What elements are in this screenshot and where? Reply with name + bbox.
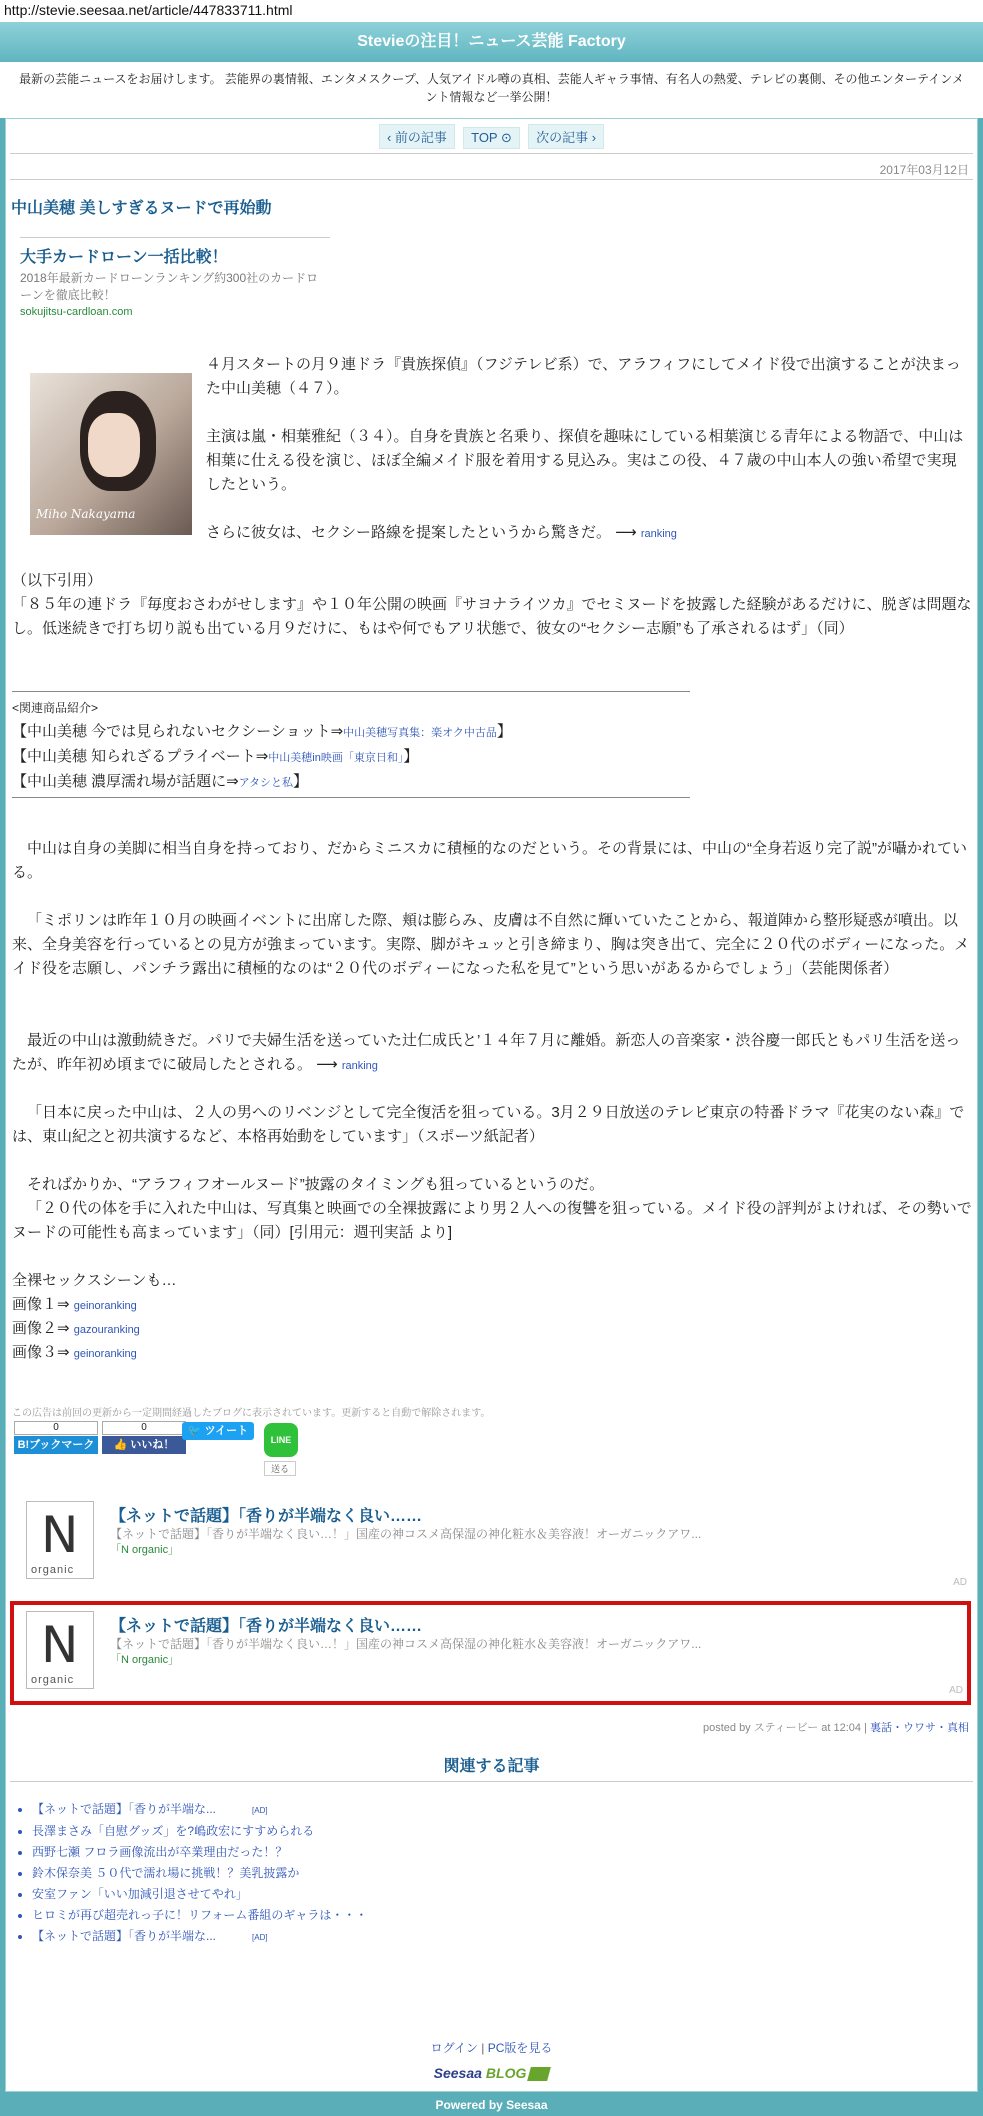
related-articles-list — [18, 1799, 367, 1948]
native-ad-title[interactable]: 【ネットで話題】「香りが半端なく良い…… — [110, 1618, 423, 1635]
divider — [10, 179, 973, 180]
related-article-item[interactable]: • 長澤まさみ「自慰グッズ」を?嶋政宏にすすめられる — [32, 1821, 367, 1842]
paragraph-8: そればかりか、“アラフィフオールヌード”披露のタイミングも狙っているというのだ。 — [27, 1176, 605, 1193]
hatena-share[interactable] — [14, 1421, 98, 1454]
paragraph-5: 「ミポリンは昨年１０月の映画イベントに出席した際、頬は膨らみ、皮膚は不自然に輝いていたことから、報道陣から整形疑惑が噴出。以来、全身美容を行っているとの見方が強まっています。実際、脚がキュッと引き締まり、胸は突き出て、完全に２０代のボディーになった。メイド役を志願し、パンチラ露出に積極的なのは“２０代のボディーになった私を見て”という思いがあるからでしょう」（芸能関係者） — [12, 912, 970, 977]
related-articles-heading: 関連する記事 — [443, 1758, 540, 1775]
ad-url[interactable]: sokujitsu-cardloan.com — [20, 306, 133, 318]
related-article-item[interactable]: • 【ネットで話題】「香りが半端な... [AD] — [32, 1799, 367, 1821]
twitter-bird-icon: 🐦 — [187, 1425, 205, 1437]
image-link[interactable]: gazouranking — [73, 1324, 140, 1336]
paragraph-4: 中山は自身の美脚に相当自身を持っており、だからミニスカに積極的なのだという。その背景には、中山の“全身若返り完了説”が囁かれている。 — [12, 840, 967, 881]
next-article-button[interactable]: 次の記事 › — [528, 124, 604, 149]
thumbs-up-icon: 👍 — [113, 1439, 131, 1451]
text-ad[interactable] — [20, 237, 330, 318]
article-title[interactable]: 中山美穂 美しすぎるヌードで再始動 — [11, 200, 272, 217]
ranking-link[interactable]: ranking — [341, 1060, 378, 1072]
native-ad-title[interactable]: 【ネットで話題】「香りが半端なく良い…… — [110, 1508, 423, 1525]
logo-word: organic — [31, 1564, 75, 1576]
image-link[interactable]: geinoranking — [73, 1348, 137, 1360]
line-send-button[interactable]: 送る — [264, 1461, 296, 1476]
paragraph-9: 「２０代の体を手に入れた中山は、写真集と映画での全裸披露により男２人への復讐を狙っている。メイド役の評判がよければ、その勢いでヌードの可能性も高まっています」（同）[引用元：週刊実話 より] — [12, 1200, 972, 1241]
line-icon[interactable]: LINE — [264, 1423, 298, 1457]
login-link[interactable]: ログイン — [430, 2041, 478, 2055]
related-article-item[interactable]: • 西野七瀬 フロラ画像流出が卒業理由だった！？ — [32, 1842, 367, 1863]
related-article-item[interactable]: • 【ネットで話題】「香りが半端な... [AD] — [32, 1926, 367, 1948]
paragraph-3: さらに彼女は、セクシー路線を提案したというから驚きだ。 ⟶ ranking — [206, 524, 677, 541]
logo-letter: N — [41, 1616, 79, 1674]
divider — [10, 1781, 973, 1782]
prev-article-button[interactable]: ‹ 前の記事 — [379, 124, 455, 149]
category-link[interactable]: 裏話・ウワサ・真相 — [870, 1722, 969, 1734]
photo-signature: Miho Nakayama — [36, 507, 136, 521]
hatena-count: 0 — [14, 1421, 98, 1435]
tweet-button[interactable]: 🐦 ツイート — [182, 1422, 254, 1440]
paragraph-2: 主演は嵐・相葉雅紀（３４）。自身を貴族と名乗り、探偵を趣味にしている相葉演じる青年による物語で、中山は相葉に仕える役を演じ、ほぼ全編メイド服を着用する見込み。実はこの役、４７歳の中山本人の強い希望で実現したという。 — [206, 428, 964, 493]
native-ad-description: 【ネットで話題】「香りが半端なく良い…！」国産の神コスメ高保湿の神化粧水＆美容液！オーガニックアワ... — [110, 1527, 702, 1541]
ad-tag: AD — [953, 1577, 967, 1588]
hatena-bookmark-button[interactable]: B!ブックマーク — [14, 1436, 98, 1454]
native-ad-source[interactable]: 「N organic」 — [110, 1654, 180, 1666]
ad-notice: この広告は前回の更新から一定期間経過したブログに表示されています。更新すると自動で解除されます。 — [12, 1408, 491, 1419]
ad-tag: AD — [949, 1685, 963, 1696]
face-shape — [88, 413, 140, 477]
related-product-link[interactable]: 中山美穂写真集：楽オク中古品 — [343, 727, 497, 739]
facebook-count: 0 — [102, 1421, 186, 1435]
ranking-link[interactable]: ranking — [640, 528, 677, 540]
post-date: 2017年03月12日 — [879, 163, 969, 177]
related-product-link[interactable]: 中山美穂in映画「東京日和」 — [268, 752, 404, 764]
address-bar[interactable]: http://stevie.seesaa.net/article/447833711.html — [0, 0, 983, 22]
related-article-item[interactable]: • ヒロミが再び超売れっ子に！リフォーム番組のギャラは・・・ — [32, 1905, 367, 1926]
paragraph-1: ４月スタートの月９連ドラ『貴族探偵』（フジテレビ系）で、アラフィフにしてメイド役で出演することが決まった中山美穂（４７）。 — [206, 356, 961, 397]
book-icon — [527, 2067, 551, 2081]
related-product-item: 【中山美穂 今では見られないセクシーショット⇒中山美穂写真集：楽オク中古品】 — [12, 723, 512, 740]
image-link-row: 画像１⇒ geinoranking — [12, 1296, 137, 1313]
related-product-link[interactable]: アタシと私 — [238, 777, 293, 789]
facebook-like-button[interactable]: 👍 いいね！ — [102, 1436, 186, 1454]
facebook-share[interactable] — [102, 1421, 186, 1454]
top-button[interactable]: TOP ⊙ — [463, 127, 520, 149]
footer-links: ログイン | PC版を見る — [430, 2041, 553, 2055]
pc-version-link[interactable]: PC版を見る — [487, 2041, 553, 2055]
native-ad-highlighted[interactable] — [10, 1601, 971, 1705]
seesaa-blog-logo[interactable]: Seesaa BLOG — [6, 2065, 977, 2082]
image-link-row: 画像３⇒ geinoranking — [12, 1344, 137, 1361]
organic-logo — [26, 1611, 94, 1689]
ad-title[interactable]: 大手カードローン一括比較！ — [20, 249, 228, 266]
tweet-share[interactable] — [182, 1421, 254, 1440]
related-article-item[interactable]: • 安室ファン「いい加減引退させてやれ」 — [32, 1884, 367, 1905]
logo-word: organic — [31, 1674, 75, 1686]
native-ad[interactable] — [16, 1489, 971, 1589]
article-photo — [30, 373, 192, 535]
native-ad-source[interactable]: 「N organic」 — [110, 1544, 180, 1556]
quote-intro: （以下引用） — [12, 572, 103, 589]
quote-paragraph: 「８５年の連ドラ『毎度おさわがせします』や１０年公開の映画『サヨナライツカ』でセミヌードを披露した経験があるだけに、脱ぎは問題なし。低迷続きで打ち切り説も出ている月９だけに、もはや何でもアリ状態で、彼女の“セクシー志願”も了承されるはず」（同） — [12, 596, 972, 637]
powered-by[interactable]: Powered by Seesaa — [0, 2094, 983, 2116]
divider — [10, 153, 973, 154]
native-ad-description: 【ネットで話題】「香りが半端なく良い…！」国産の神コスメ高保湿の神化粧水＆美容液！オーガニックアワ... — [110, 1637, 702, 1651]
related-article-item[interactable]: • 鈴木保奈美 ５０代で濡れ場に挑戦！？美乳披露か — [32, 1863, 367, 1884]
related-products — [12, 691, 690, 798]
organic-logo — [26, 1501, 94, 1579]
line-share[interactable] — [264, 1423, 298, 1476]
paragraph-7: 「日本に戻った中山は、２人の男へのリベンジとして完全復活を狙っている。3月２９日放送のテレビ東京の特番ドラマ『花実のない森』では、東山紀之と初共演するなど、本格再始動をしています」（スポーツ紙記者） — [12, 1104, 965, 1145]
image-link-row: 画像２⇒ gazouranking — [12, 1320, 140, 1337]
article-nav — [6, 124, 977, 149]
logo-letter: N — [41, 1506, 79, 1564]
site-title[interactable]: Stevieの注目！ニュース芸能 Factory — [0, 22, 983, 62]
article-card — [5, 118, 978, 2092]
site-description: 最新の芸能ニュースをお届けします。 芸能界の裏情報、エンタメスクープ、人気アイドル噂の真相、芸能人ギャラ事情、有名人の熱愛、テレビの裏側、その他エンターテインメント情報など一挙公開！ — [0, 62, 983, 118]
related-product-item: 【中山美穂 知られざるプライベート⇒中山美穂in映画「東京日和」】 — [12, 748, 419, 765]
divider — [20, 237, 330, 238]
ad-description: 2018年最新カードローンランキング約300社のカードローンを徹底比較！ — [20, 271, 319, 302]
image-link[interactable]: geinoranking — [73, 1300, 137, 1312]
images-heading: 全裸セックスシーンも… — [12, 1272, 177, 1289]
related-product-item: 【中山美穂 濃厚濡れ場が話題に⇒アタシと私】 — [12, 773, 308, 790]
related-products-heading: <関連商品紹介> — [12, 701, 99, 715]
paragraph-6: 最近の中山は激動続きだ。パリで夫婦生活を送っていた辻仁成氏と’１４年７月に離婚。新恋人の音楽家・渋谷慶一郎氏ともパリ生活を送ったが、昨年初め頃までに破局したとされる。 ⟶ ranking — [12, 1032, 961, 1073]
posted-info: posted by スティービー at 12:04 | 裏話・ウワサ・真相 — [702, 1722, 969, 1734]
